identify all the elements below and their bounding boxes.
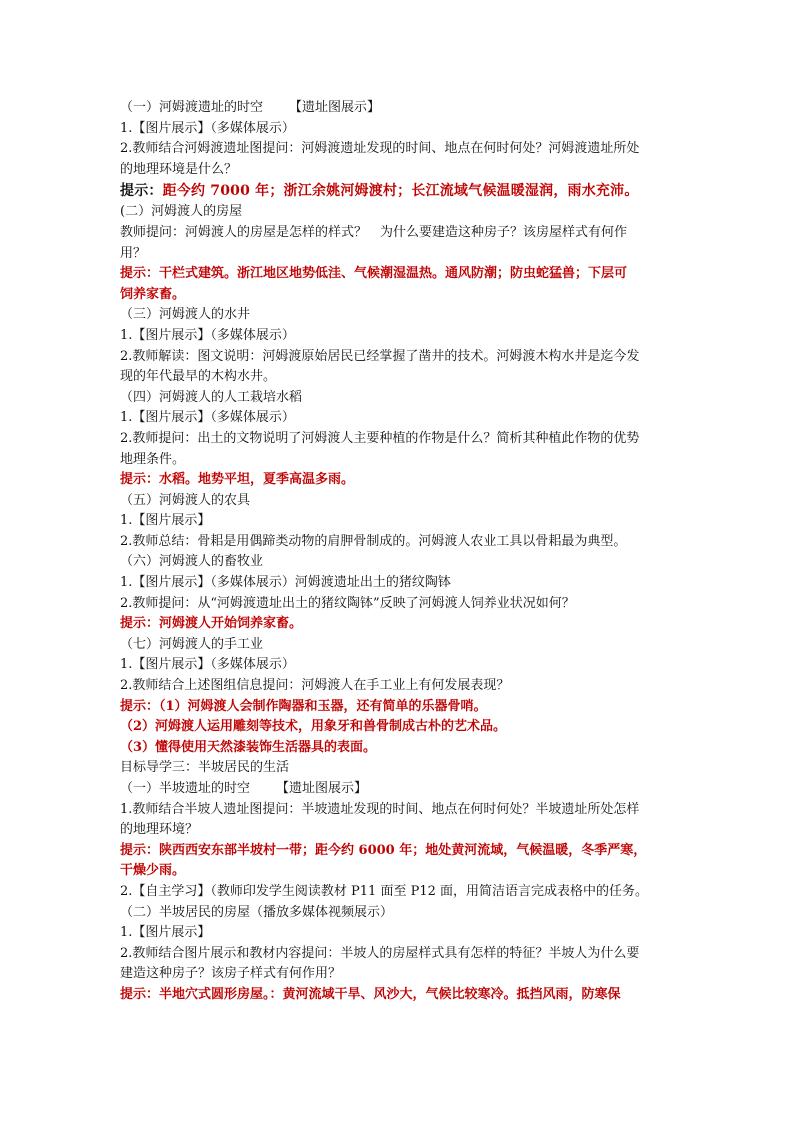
hint-prefix: 提示：	[120, 183, 163, 200]
heading-text: （一）半坡遗址的时空	[120, 781, 251, 796]
heading-text: （一）河姆渡遗址的时空	[120, 100, 264, 115]
goal-heading: 目标导学三：半坡居民的生活	[120, 760, 290, 776]
text-line: 2.教师结合上述图组信息提问：河姆渡人在手工业上有何发展表现？	[120, 678, 510, 694]
hint-line-large	[120, 180, 680, 202]
hint-line: （3）懂得使用天然漆装饰生活器具的表面。	[120, 739, 377, 755]
hint-line: 提示：水稻。地势平坦，夏季高温多雨。	[120, 472, 355, 488]
section-heading: （五）河姆渡人的农具	[120, 492, 251, 508]
hint-line: （2）河姆渡人运用雕刻等技术，用象牙和兽骨制成古朴的艺术品。	[120, 719, 507, 735]
section-heading: （二）半坡居民的房屋（播放多媒体视频展示）	[120, 904, 394, 920]
text-line: 1.【图片展示】（多媒体展示）河姆渡遗址出土的猪纹陶钵	[120, 575, 451, 591]
hint-line: 提示：河姆渡人开始饲养家畜。	[120, 616, 303, 632]
section-heading: （四）河姆渡人的人工栽培水稻	[120, 389, 303, 405]
text-line: 用？	[120, 245, 147, 261]
heading-tag: 【遗址图展示】	[276, 781, 368, 796]
text-line: 2.教师结合图片展示和教材内容提问：半坡人的房屋样式具有怎样的特征？半坡人为什么要	[120, 945, 640, 961]
text-line: 现的年代最早的木构水井。	[120, 369, 277, 385]
text-line: 2.教师解读：图文说明：河姆渡原始居民已经掌握了凿井的技术。河姆渡木构水井是迄今发	[120, 348, 640, 364]
text-line: 2.教师总结：骨耜是用偶蹄类动物的肩胛骨制成的。河姆渡人农业工具以骨耜最为典型。	[120, 533, 627, 549]
hint-line: 提示：（1）河姆渡人会制作陶器和玉器，还有简单的乐器骨哨。	[120, 698, 487, 714]
text-line: 2.教师提问：从“河姆渡遗址出土的猪纹陶钵”反映了河姆渡人饲养业状况如何？	[120, 595, 575, 611]
text-line: 地理条件。	[120, 451, 186, 467]
text-line: 2.【自主学习】（教师印发学生阅读教材 P11 面至 P12 面，用简洁语言完成表格中的任务。	[120, 883, 649, 899]
text-line: 1.【图片展示】（多媒体展示）	[120, 657, 295, 673]
text-line: 1.【图片展示】（多媒体展示）	[120, 327, 295, 343]
hint-line: 提示：陕西西安东部半坡村一带；距今约 6000 年；地处黄河流域，气候温暖，冬季严寒，	[120, 842, 647, 858]
section-heading: （七）河姆渡人的手工业	[120, 636, 264, 652]
text-line: 1.【图片展示】	[120, 513, 211, 529]
text-line: 建造这种房子？该房子样式有何作用？	[120, 966, 342, 982]
text-line: 1.教师结合半坡人遗址图提问：半坡遗址发现的时间、地点在何时何处？半坡遗址所处怎样	[120, 801, 640, 817]
section-heading: (二）河姆渡人的房屋	[120, 204, 243, 220]
hint-line: 提示：半地穴式圆形房屋。：黄河流域干旱、风沙大，气候比较寒冷。抵挡风雨，防寒保	[120, 986, 621, 1002]
heading-tag: 【遗址图展示】	[289, 100, 381, 115]
text-line: 的地理环境是什么？	[120, 161, 238, 177]
document-page	[120, 98, 680, 1006]
text-line: 2.教师结合河姆渡遗址图提问：河姆渡遗址发现的时间、地点在何时何处？河姆渡遗址所处	[120, 141, 640, 157]
section-heading	[120, 98, 680, 119]
text-line: 教师提问：河姆渡人的房屋是怎样的样式？ 为什么要建造这种房子？该房屋样式有何作	[120, 224, 628, 240]
text-line: 1.【图片展示】（多媒体展示）	[120, 120, 295, 136]
text-line: 2.教师提问：出土的文物说明了河姆渡人主要种植的作物是什么？简析其种植此作物的优势	[120, 430, 640, 446]
section-heading: （三）河姆渡人的水井	[120, 307, 251, 323]
text-line: 1.【图片展示】（多媒体展示）	[120, 410, 295, 426]
hint-line: 提示：干栏式建筑。浙江地区地势低洼、气候潮湿温热。通风防潮；防虫蛇猛兽；下层可	[120, 266, 628, 282]
text-line: 1.【图片展示】	[120, 925, 211, 941]
hint-text: 距今约 7000 年；浙江余姚河姆渡村；长江流域气候温暖湿润，雨水充沛。	[162, 183, 639, 200]
hint-line: 饲养家畜。	[120, 286, 186, 302]
text-line: 的地理环境？	[120, 822, 199, 838]
hint-line: 干燥少雨。	[120, 863, 186, 879]
section-heading: （六）河姆渡人的畜牧业	[120, 554, 264, 570]
section-heading	[120, 779, 680, 800]
